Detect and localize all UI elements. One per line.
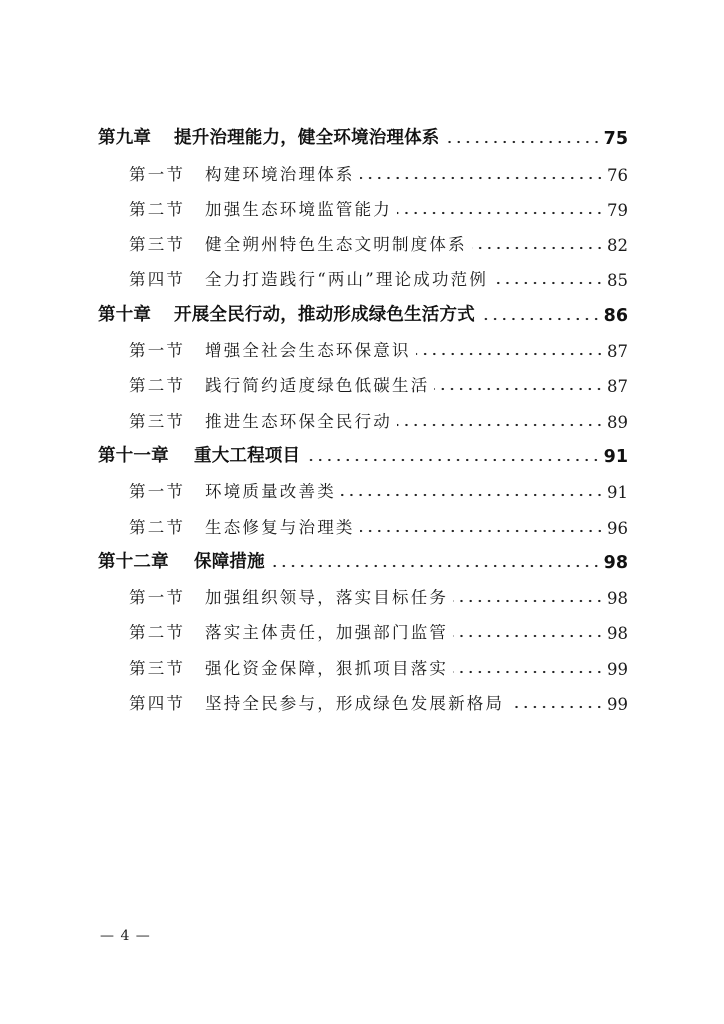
section-title: 坚持全民参与，形成绿色发展新格局 (205, 694, 505, 714)
section-number: 第四节 (129, 694, 186, 714)
chapter-number: 第十一章 (98, 445, 169, 466)
section-number: 第一节 (129, 164, 186, 184)
dot-leader (509, 705, 604, 709)
page-number: 91 (603, 446, 628, 467)
toc-chapter-row[interactable] (98, 432, 628, 467)
section-title: 加强生态环境监管能力 (205, 199, 392, 219)
dot-leader (360, 176, 604, 180)
section-number: 第三节 (129, 235, 186, 255)
toc-section-row[interactable] (98, 502, 628, 537)
page-number: 87 (607, 342, 628, 362)
toc-section-row[interactable] (98, 185, 628, 220)
section-title: 增强全社会生态环保意识 (205, 341, 411, 361)
page-number: 87 (607, 377, 628, 397)
section-title: 推进生态环保全民行动 (205, 411, 392, 431)
page-number: 98 (607, 589, 628, 609)
dot-leader (341, 493, 604, 497)
dot-leader (305, 458, 600, 462)
dot-leader (270, 564, 601, 568)
dot-leader (472, 246, 604, 250)
section-number: 第四节 (129, 270, 186, 290)
toc-section-row[interactable] (98, 149, 628, 184)
dot-leader (397, 211, 604, 215)
table-of-contents (98, 114, 628, 714)
toc-section-row[interactable] (98, 220, 628, 255)
dot-leader (453, 634, 604, 638)
section-number: 第一节 (129, 341, 186, 361)
toc-section-row[interactable] (98, 467, 628, 502)
toc-section-row[interactable] (98, 326, 628, 361)
section-number: 第三节 (129, 658, 186, 678)
page-footer-number: — 4 — (100, 928, 151, 944)
toc-chapter-row[interactable] (98, 290, 628, 325)
chapter-title: 开展全民行动，推动形成绿色生活方式 (174, 304, 475, 325)
toc-section-row[interactable] (98, 608, 628, 643)
page-number: 99 (607, 659, 628, 679)
page-number: 79 (607, 200, 628, 220)
page-number: 82 (607, 236, 628, 256)
toc-section-row[interactable] (98, 679, 628, 714)
section-number: 第二节 (129, 517, 186, 537)
toc-chapter-row[interactable] (98, 114, 628, 149)
section-title: 践行简约适度绿色低碳生活 (205, 376, 430, 396)
toc-section-row[interactable] (98, 361, 628, 396)
chapter-title: 保障措施 (194, 551, 265, 572)
chapter-number: 第九章 (98, 128, 152, 149)
dot-leader (434, 387, 604, 391)
section-title: 环境质量改善类 (205, 482, 336, 502)
section-number: 第二节 (129, 376, 186, 396)
chapter-title: 重大工程项目 (194, 445, 301, 466)
section-title: 构建环境治理体系 (205, 164, 355, 184)
section-title: 加强组织领导，落实目标任务 (205, 588, 449, 608)
dot-leader (445, 140, 601, 144)
dot-leader (360, 529, 604, 533)
dot-leader (453, 670, 604, 674)
page-number: 86 (603, 305, 628, 326)
page-number: 98 (603, 552, 628, 573)
section-number: 第二节 (129, 199, 186, 219)
dot-leader (397, 423, 604, 427)
section-number: 第一节 (129, 482, 186, 502)
dot-leader (480, 317, 601, 321)
page-number: 96 (607, 518, 628, 538)
section-title: 落实主体责任，加强部门监管 (205, 623, 449, 643)
page-number: 99 (607, 695, 628, 715)
dot-leader (416, 352, 604, 356)
page-number: 75 (603, 129, 628, 150)
dot-leader (453, 599, 604, 603)
page-number: 91 (607, 483, 628, 503)
toc-section-row[interactable] (98, 255, 628, 290)
chapter-number: 第十二章 (98, 551, 169, 572)
section-title: 生态修复与治理类 (205, 517, 355, 537)
section-number: 第三节 (129, 411, 186, 431)
toc-section-row[interactable] (98, 643, 628, 678)
toc-section-row[interactable] (98, 573, 628, 608)
section-title: 强化资金保障，狠抓项目落实 (205, 658, 449, 678)
section-number: 第一节 (129, 588, 186, 608)
page-number: 85 (607, 271, 628, 291)
dot-leader (493, 281, 604, 285)
section-number: 第二节 (129, 623, 186, 643)
toc-chapter-row[interactable] (98, 538, 628, 573)
toc-section-row[interactable] (98, 396, 628, 431)
section-title: 全力打造践行“两山”理论成功范例 (205, 270, 489, 290)
chapter-number: 第十章 (98, 304, 152, 325)
page-number: 76 (607, 165, 628, 185)
chapter-title: 提升治理能力，健全环境治理体系 (174, 128, 440, 149)
section-title: 健全朔州特色生态文明制度体系 (205, 235, 467, 255)
page-number: 89 (607, 412, 628, 432)
page-number: 98 (607, 624, 628, 644)
